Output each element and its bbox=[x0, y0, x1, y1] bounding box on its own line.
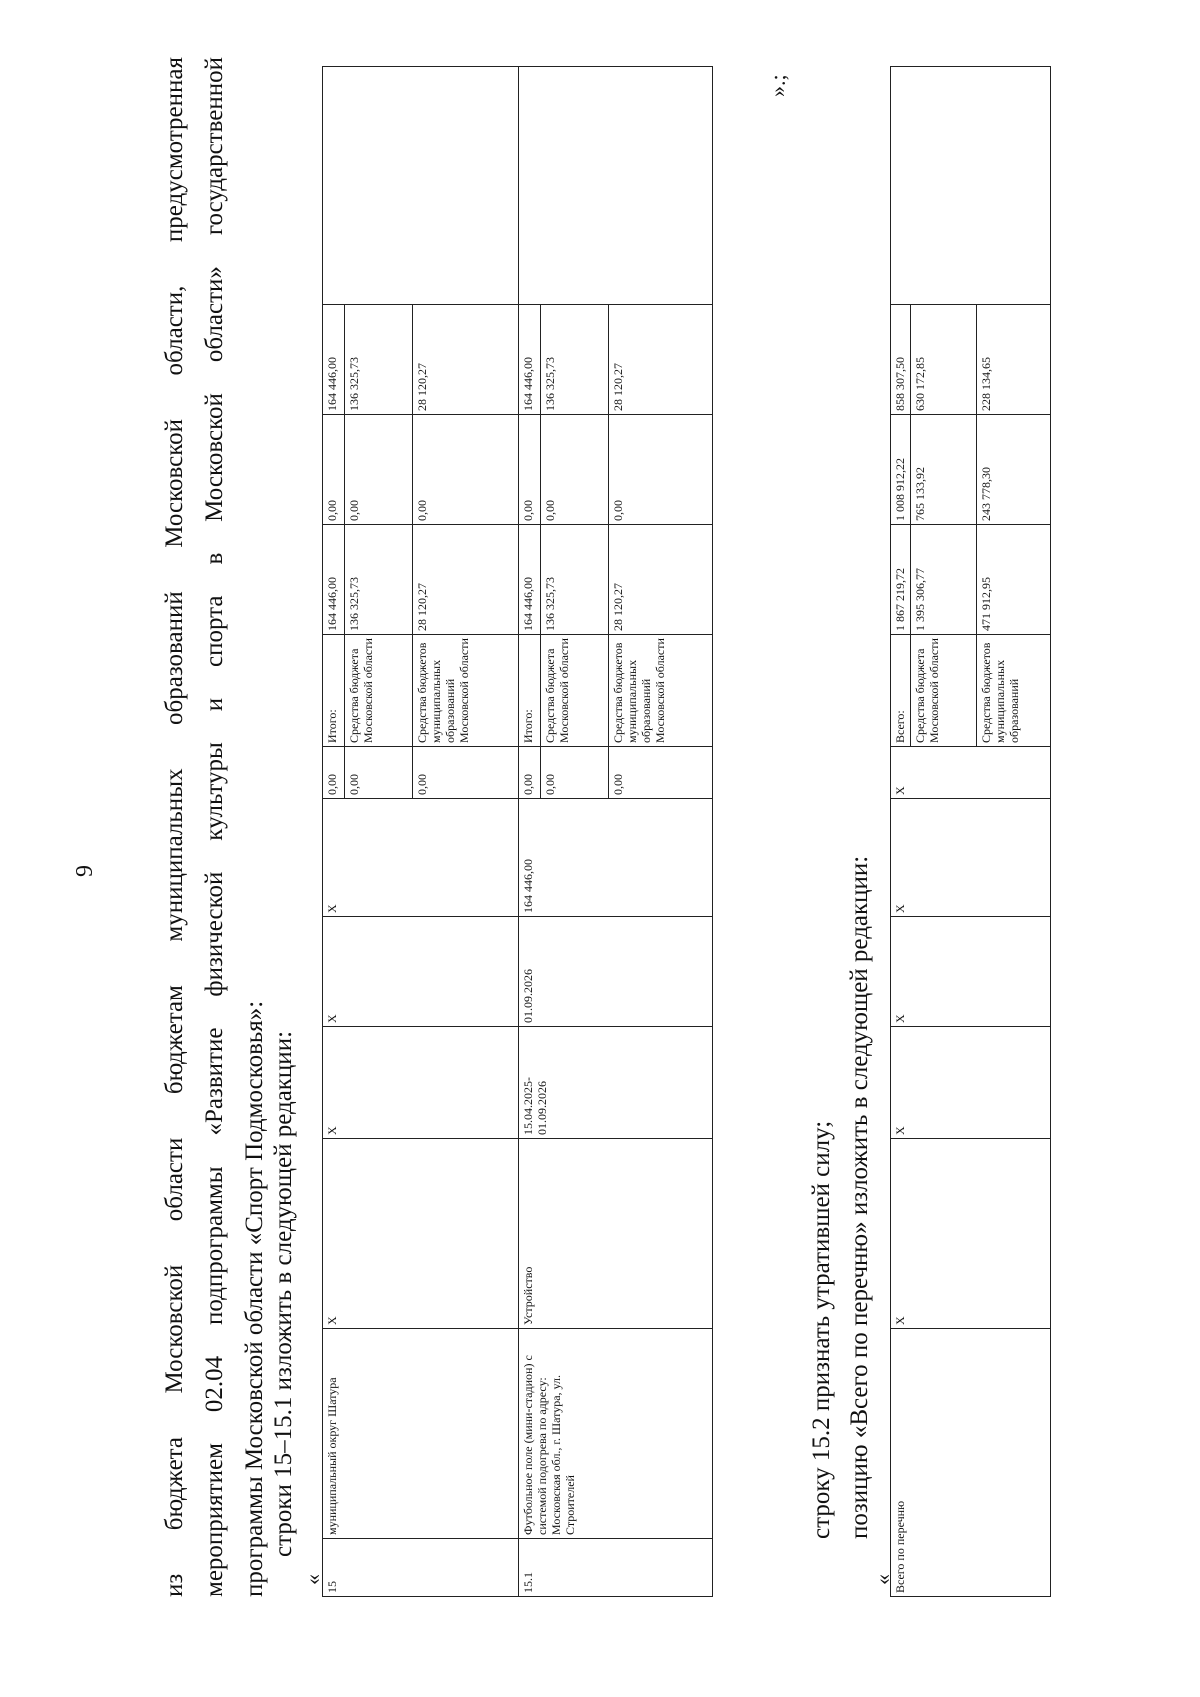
cell-c3: Устройство bbox=[519, 1139, 713, 1329]
value-total: 471 912,95 bbox=[977, 525, 1051, 635]
rows-15-table bbox=[322, 66, 713, 1597]
value-total: 1 395 306,77 bbox=[911, 525, 977, 635]
value-year-2: 136 325,73 bbox=[345, 305, 413, 415]
value-total: 28 120,27 bbox=[413, 525, 519, 635]
empty-cell bbox=[323, 67, 519, 305]
intro-line-3: программы Московской области «Спорт Подмосковья»: bbox=[241, 1000, 268, 1597]
close-quote: ».; bbox=[765, 74, 790, 97]
source-cell: Итого: bbox=[519, 635, 541, 747]
cell-c7: 0,00 bbox=[519, 747, 541, 799]
cell-c5: Х bbox=[323, 917, 519, 1027]
cell-c7: Х bbox=[891, 747, 1051, 799]
row-number: 15 bbox=[323, 1539, 519, 1597]
source-cell: Средства бюджетов муниципальных образований Московской области bbox=[413, 635, 519, 747]
value-year-2: 858 307,50 bbox=[891, 305, 911, 415]
source-cell: Средства бюджетов муниципальных образований Московской области bbox=[609, 635, 713, 747]
value-total: 164 446,00 bbox=[323, 525, 345, 635]
cell-c4: Х bbox=[891, 1027, 1051, 1139]
value-total: 136 325,73 bbox=[541, 525, 609, 635]
value-year-1: 0,00 bbox=[413, 415, 519, 525]
cell-c6: Х bbox=[891, 799, 1051, 917]
value-year-1: 765 133,92 bbox=[911, 415, 977, 525]
value-year-2: 228 134,65 bbox=[977, 305, 1051, 415]
row-number: 15.1 bbox=[519, 1539, 713, 1597]
intro-line-1: из бюджета Московской области бюджетам муниципальных образований Московской области, предусмотренная bbox=[161, 57, 188, 1597]
value-year-1: 0,00 bbox=[345, 415, 413, 525]
value-year-1: 1 008 912,22 bbox=[891, 415, 911, 525]
cell-c7: 0,00 bbox=[541, 747, 609, 799]
value-total: 1 867 219,72 bbox=[891, 525, 911, 635]
source-cell: Итого: bbox=[323, 635, 345, 747]
value-year-2: 28 120,27 bbox=[413, 305, 519, 415]
cell-c4: Х bbox=[323, 1027, 519, 1139]
cell-c6: Х bbox=[323, 799, 519, 917]
cell-c4: 15.04.2025-01.09.2026 bbox=[519, 1027, 713, 1139]
cell-c7: 0,00 bbox=[345, 747, 413, 799]
cell-c5: 01.09.2026 bbox=[519, 917, 713, 1027]
cell-c3: Х bbox=[323, 1139, 519, 1329]
row-name: Футбольное поле (мини-стадион) с системой подогрева по адресу: Московская обл., г. Шатура, ул. Строителей bbox=[519, 1329, 713, 1539]
cell-c7: 0,00 bbox=[323, 747, 345, 799]
value-year-2: 28 120,27 bbox=[609, 305, 713, 415]
empty-cell bbox=[891, 67, 1051, 305]
value-year-2: 630 172,85 bbox=[911, 305, 977, 415]
total-name: Всего по перечню bbox=[891, 1329, 1051, 1597]
value-year-2: 164 446,00 bbox=[323, 305, 345, 415]
source-cell: Средства бюджета Московской области bbox=[541, 635, 609, 747]
value-total: 164 446,00 bbox=[519, 525, 541, 635]
value-year-1: 0,00 bbox=[323, 415, 345, 525]
cell-c5: Х bbox=[891, 917, 1051, 1027]
cell-c7: 0,00 bbox=[413, 747, 519, 799]
value-total: 28 120,27 bbox=[609, 525, 713, 635]
source-cell: Средства бюджета Московской области bbox=[345, 635, 413, 747]
page-number: 9 bbox=[72, 865, 98, 877]
row-name: муниципальный округ Шатура bbox=[323, 1329, 519, 1539]
open-quote-1: « bbox=[300, 1574, 325, 1585]
table-row bbox=[323, 67, 345, 1597]
value-year-2: 164 446,00 bbox=[519, 305, 541, 415]
table-row bbox=[519, 67, 541, 1597]
value-year-2: 136 325,73 bbox=[541, 305, 609, 415]
value-total: 136 325,73 bbox=[345, 525, 413, 635]
intro-line-4: строки 15–15.1 изложить в следующей редакции: bbox=[270, 1030, 297, 1557]
source-cell: Средства бюджетов муниципальных образований bbox=[977, 635, 1051, 747]
intro-line-2: мероприятием 02.04 подпрограммы «Развитие физической культуры и спорта в Московской области» государственной bbox=[201, 57, 228, 1597]
value-year-1: 243 778,30 bbox=[977, 415, 1051, 525]
cell-c3: Х bbox=[891, 1139, 1051, 1329]
table-row bbox=[891, 67, 911, 1597]
value-year-1: 0,00 bbox=[519, 415, 541, 525]
value-year-1: 0,00 bbox=[609, 415, 713, 525]
source-cell: Всего: bbox=[891, 635, 911, 747]
total-table bbox=[890, 66, 1051, 1597]
empty-cell bbox=[519, 67, 713, 305]
source-cell: Средства бюджета Московской области bbox=[911, 635, 977, 747]
value-year-1: 0,00 bbox=[541, 415, 609, 525]
strike-row-instruction: строку 15.2 признать утратившей силу; bbox=[808, 1120, 835, 1539]
cell-c6: 164 446,00 bbox=[519, 799, 713, 917]
cell-c7: 0,00 bbox=[609, 747, 713, 799]
open-quote-2: « bbox=[870, 1574, 895, 1585]
total-row-instruction: позицию «Всего по перечню» изложить в следующей редакции: bbox=[846, 855, 873, 1539]
